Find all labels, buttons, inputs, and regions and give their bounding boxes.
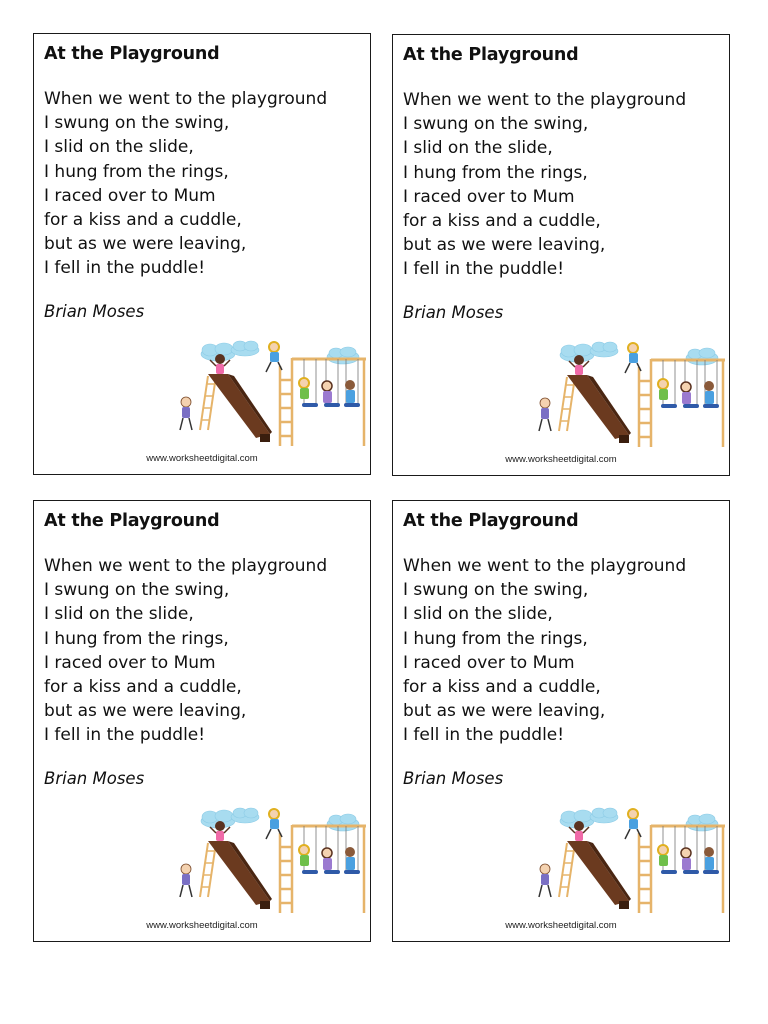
poem-line: When we went to the playground — [403, 556, 687, 576]
website-footer[interactable]: www.worksheetdigital.com — [505, 454, 617, 465]
poem-line: but as we were leaving, — [44, 234, 247, 255]
website-footer[interactable]: www.worksheetdigital.com — [146, 920, 258, 931]
poem-lines — [44, 554, 327, 748]
poem-line: I raced over to Mum — [403, 186, 575, 207]
slide-icon — [559, 375, 631, 443]
poem-author: Brian Moses — [403, 769, 504, 788]
poem-line: I hung from the rings, — [44, 161, 229, 182]
website-footer[interactable]: www.worksheetdigital.com — [146, 453, 258, 464]
climbing-frame-icon — [639, 825, 651, 913]
child-icon — [180, 864, 192, 897]
poem-line: I swung on the swing, — [44, 113, 230, 134]
poem-line: I raced over to Mum — [44, 185, 216, 206]
poem-author: Brian Moses — [44, 302, 145, 321]
poem-title: At the Playground — [44, 44, 220, 64]
poem-line: I hung from the rings, — [403, 162, 588, 183]
poem-line: but as we were leaving, — [403, 701, 606, 722]
cloud-icon — [231, 341, 259, 356]
poem-title: At the Playground — [403, 45, 579, 65]
poem-line: but as we were leaving, — [403, 235, 606, 256]
slide-icon — [559, 841, 631, 909]
playground-illustration — [134, 296, 366, 446]
cloud-icon — [590, 808, 618, 823]
child-icon — [322, 848, 332, 870]
child-icon — [681, 848, 691, 870]
website-footer[interactable]: www.worksheetdigital.com — [505, 920, 617, 931]
child-icon — [704, 847, 714, 870]
playground-illustration — [493, 763, 725, 913]
cloud-icon — [327, 814, 359, 831]
poem-line: I fell in the puddle! — [44, 258, 206, 279]
poem-line: for a kiss and a cuddle, — [403, 677, 601, 698]
poem-lines — [403, 554, 686, 748]
poem-card-4 — [392, 500, 730, 942]
poem-line: for a kiss and a cuddle, — [403, 211, 601, 232]
poem-lines — [44, 87, 327, 281]
child-icon — [704, 381, 714, 404]
child-icon — [539, 864, 551, 897]
child-icon — [345, 847, 355, 870]
poem-line: I raced over to Mum — [403, 652, 575, 673]
poem-lines — [403, 88, 686, 282]
poem-line: When we went to the playground — [403, 90, 687, 110]
cloud-icon — [327, 347, 359, 364]
poem-line: I swung on the swing, — [403, 580, 589, 601]
child-icon — [681, 382, 691, 404]
poem-card-2 — [392, 34, 730, 476]
child-icon — [539, 398, 551, 431]
poem-line: but as we were leaving, — [44, 701, 247, 722]
child-icon — [658, 845, 668, 866]
cloud-icon — [686, 348, 718, 365]
poem-title: At the Playground — [44, 511, 220, 531]
poem-line: I swung on the swing, — [403, 114, 589, 135]
cloud-icon — [231, 808, 259, 823]
poem-line: When we went to the playground — [44, 556, 328, 576]
poem-line: I swung on the swing, — [44, 580, 230, 601]
child-icon — [299, 378, 309, 399]
poem-author: Brian Moses — [44, 769, 145, 788]
climbing-frame-icon — [280, 825, 292, 913]
cloud-icon — [590, 342, 618, 357]
playground-illustration — [134, 763, 366, 913]
poem-card-3 — [33, 500, 371, 942]
poem-line: for a kiss and a cuddle, — [44, 677, 242, 698]
child-icon — [658, 379, 668, 400]
poem-line: I fell in the puddle! — [44, 725, 206, 746]
child-icon — [345, 380, 355, 403]
climbing-frame-icon — [639, 359, 651, 447]
poem-line: for a kiss and a cuddle, — [44, 210, 242, 231]
poem-line: I slid on the slide, — [44, 137, 194, 158]
poem-line: I slid on the slide, — [403, 138, 553, 159]
playground-illustration — [493, 297, 725, 447]
poem-card-1 — [33, 33, 371, 475]
poem-line: I hung from the rings, — [403, 628, 588, 649]
poem-title: At the Playground — [403, 511, 579, 531]
poem-line: I fell in the puddle! — [403, 259, 565, 280]
slide-icon — [200, 374, 272, 442]
poem-line: I fell in the puddle! — [403, 725, 565, 746]
child-icon — [322, 381, 332, 403]
poem-line: I raced over to Mum — [44, 652, 216, 673]
child-icon — [299, 845, 309, 866]
climbing-frame-icon — [280, 358, 292, 446]
cloud-icon — [686, 814, 718, 831]
poem-line: I slid on the slide, — [44, 604, 194, 625]
child-icon — [180, 397, 192, 430]
slide-icon — [200, 841, 272, 909]
poem-author: Brian Moses — [403, 303, 504, 322]
poem-line: I hung from the rings, — [44, 628, 229, 649]
poem-line: When we went to the playground — [44, 89, 328, 109]
poem-line: I slid on the slide, — [403, 604, 553, 625]
